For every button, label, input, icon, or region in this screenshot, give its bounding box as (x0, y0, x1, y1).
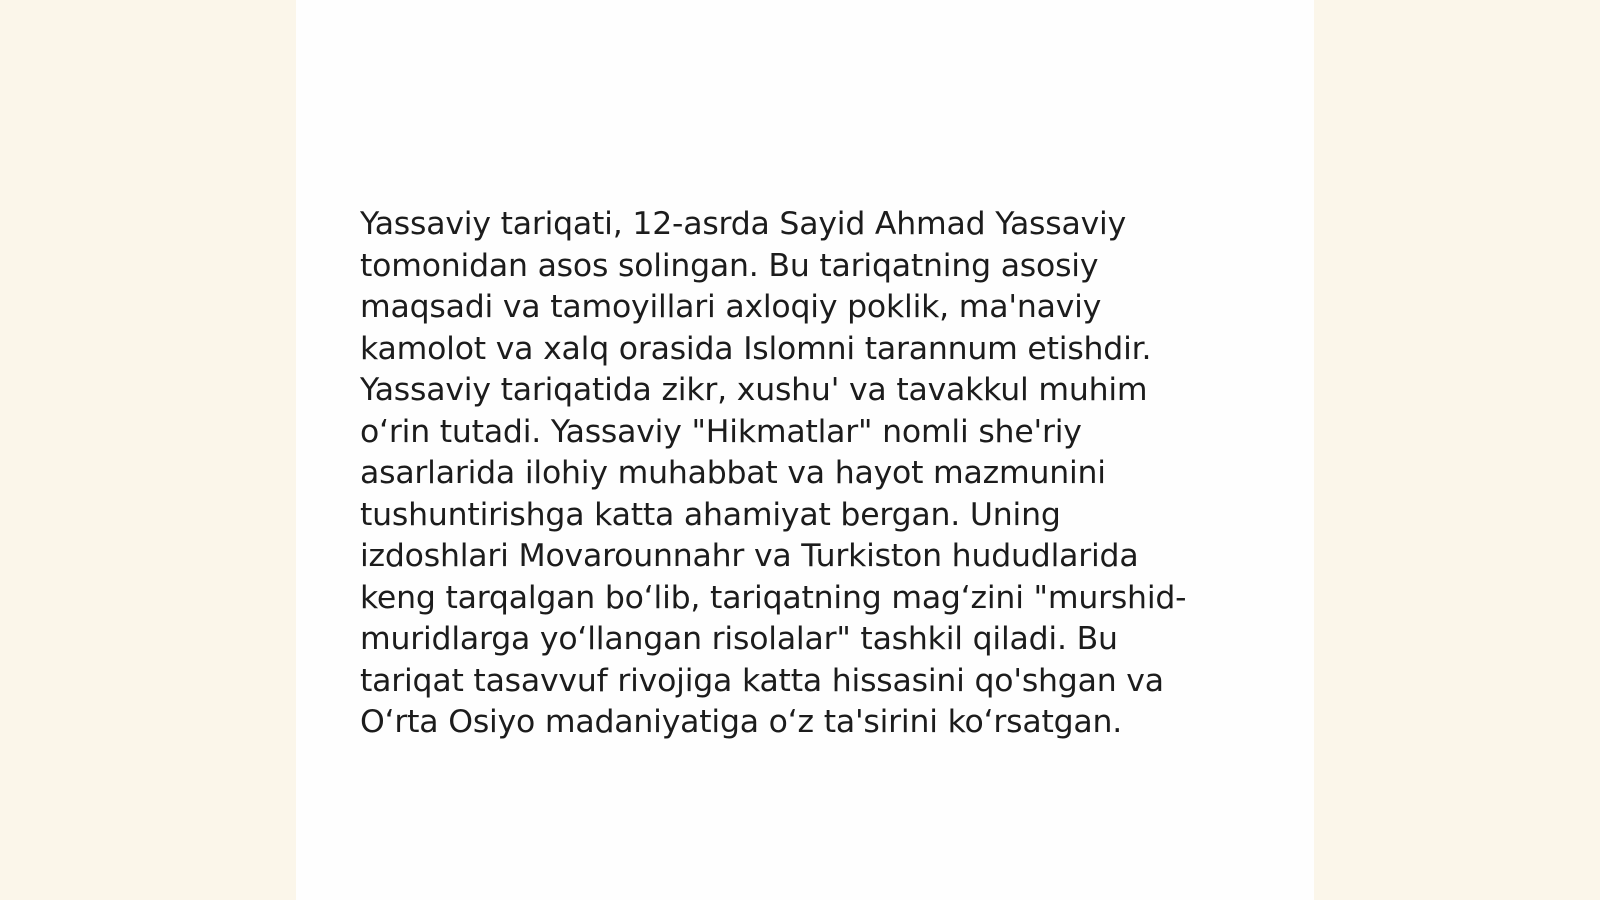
paragraph-line-1: Yassaviy tariqati, 12-asrda Sayid Ahmad Yassaviy (360, 206, 1127, 242)
paragraph-line-11: muridlarga yo‘llangan risolalar" tashkil qiladi. Bu (360, 621, 1118, 657)
paragraph-line-2: tomonidan asos solingan. Bu tariqatning asosiy (360, 247, 1099, 284)
document-page (296, 0, 1314, 900)
paragraph-line-10: keng tarqalgan bo‘lib, tariqatning mag‘zini "murshid- (360, 579, 1187, 616)
right-margin-panel (1314, 0, 1600, 900)
paragraph-line-7: asarlarida ilohiy muhabbat va hayot mazmunini (360, 455, 1106, 491)
paragraph-line-6: o‘rin tutadi. Yassaviy "Hikmatlar" nomli she'riy (360, 413, 1082, 450)
paragraph-line-12: tariqat tasavvuf rivojiga katta hissasini qo'shgan va (360, 662, 1164, 699)
paragraph-line-13: O‘rta Osiyo madaniyatiga o‘z ta'sirini ko‘rsatgan. (360, 704, 1123, 740)
paragraph-line-4: kamolot va xalq orasida Islomni tarannum etishdir. (360, 330, 1152, 367)
paragraph-line-3: maqsadi va tamoyillari axloqiy poklik, ma'naviy (360, 289, 1102, 325)
body-paragraph (360, 204, 1240, 744)
paragraph-line-9: izdoshlari Movarounnahr va Turkiston hududlarida (360, 538, 1139, 574)
paragraph-line-8: tushuntirishga katta ahamiyat bergan. Uning (360, 496, 1061, 533)
paragraph-line-5: Yassaviy tariqatida zikr, xushu' va tavakkul muhim (360, 372, 1148, 408)
left-margin-panel (0, 0, 296, 900)
